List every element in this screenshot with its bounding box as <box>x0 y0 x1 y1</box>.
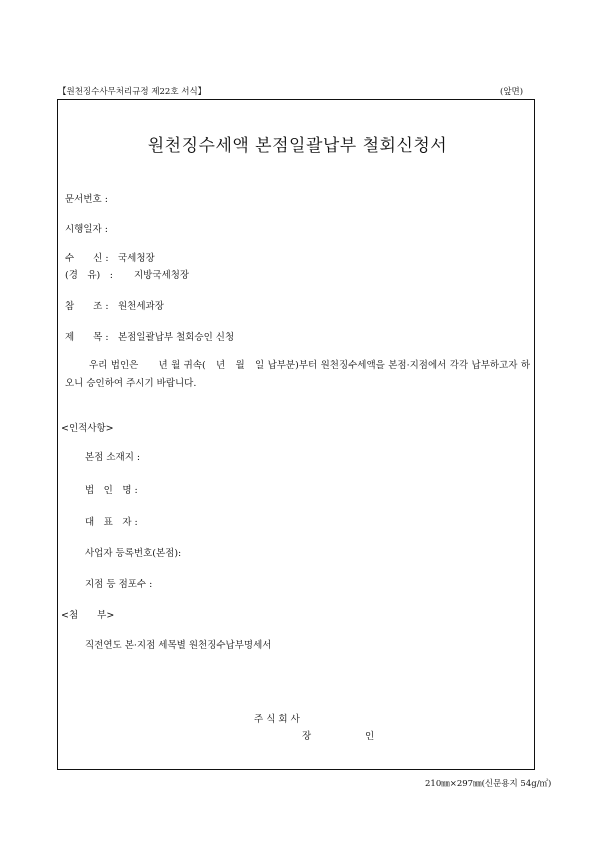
attachment-heading: <첨 부> <box>61 610 115 621</box>
info-item-representative: 대 표 자 : <box>85 517 138 528</box>
attachment-item: 직전연도 본·지점 세목별 원천징수납부명세서 <box>85 640 272 651</box>
via-label: (경 유) : <box>65 270 113 281</box>
recipient-value: 국세청장 <box>118 253 155 264</box>
subject-label: 제 목 : <box>65 332 109 343</box>
info-item-head-office-address: 본점 소재지 : <box>85 452 141 463</box>
document-title: 원천징수세액 본점일괄납부 철회신청서 <box>147 136 448 156</box>
recipient-label: 수 신 : <box>65 253 109 264</box>
issue-date-field: 시행일자 : <box>65 224 108 235</box>
via-value: 지방국세청장 <box>134 270 190 281</box>
document-number-field: 문서번호 : <box>65 194 108 205</box>
signature-seal: 인 <box>365 731 375 742</box>
signature-company: 주 식 회 사 <box>254 714 300 725</box>
paper-spec-footer: 210㎜×297㎜(신문용지 54g/㎡) <box>425 779 552 789</box>
info-item-business-reg-no: 사업자 등록번호(본점): <box>85 548 182 559</box>
reference-value: 원천세과장 <box>118 301 164 312</box>
info-section-heading: <인적사항> <box>61 423 114 434</box>
form-frame <box>57 99 535 770</box>
page-side-label: (앞면) <box>500 87 524 97</box>
subject-value: 본점일괄납부 철회승인 신청 <box>118 332 235 343</box>
reference-label: 참 조 : <box>65 301 109 312</box>
form-reference: 【원천징수사무처리규정 제22호 서식】 <box>58 87 207 97</box>
request-body-text: 우리 법인은 년 월 귀속( 년 월 일 납부분)부터 원천징수세액을 본점·지점에서 각각 납부하고자 하오니 승인하여 주시기 바랍니다. <box>65 360 530 389</box>
info-item-branch-count: 지점 등 점포수 : <box>85 579 153 590</box>
signature-head-label: 장 <box>302 731 312 742</box>
info-item-company-name: 법 인 명 : <box>85 485 138 496</box>
